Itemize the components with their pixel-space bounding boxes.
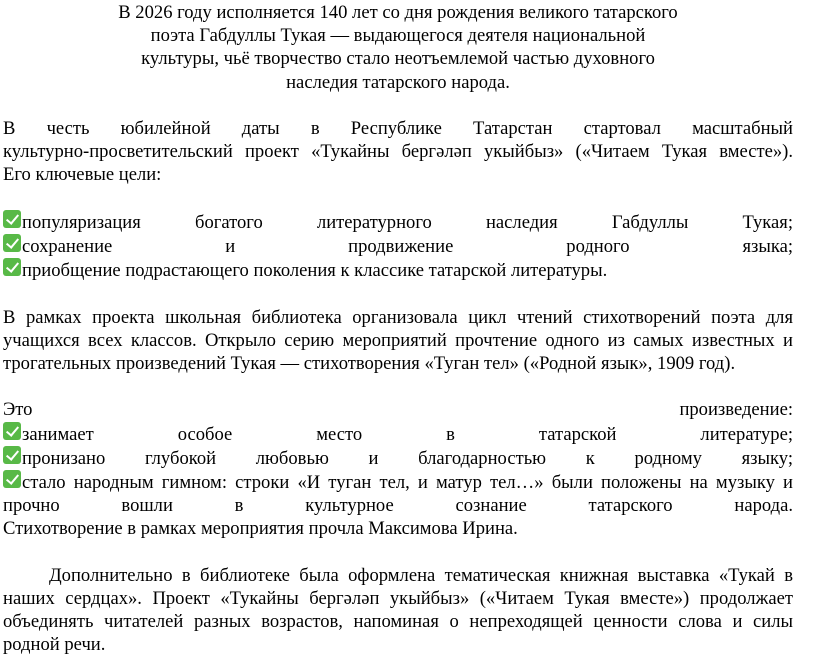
paragraph-line: учащихся всех классов. Открыло серию мероприятий прочтение одного из самых известных и bbox=[3, 329, 793, 351]
list-item bbox=[3, 258, 793, 282]
poem-intro-line bbox=[3, 398, 793, 421]
spacer bbox=[3, 94, 793, 117]
paragraph-line: В честь юбилейной даты в Республике Татарстан стартовал масштабный bbox=[3, 118, 793, 139]
list-item bbox=[3, 422, 793, 446]
spacer bbox=[3, 375, 793, 398]
intro-line: В 2026 году исполняется 140 лет со дня рождения великого татарского bbox=[118, 2, 678, 23]
poem-point-text: пронизано глубокой любовью и благодарностью к родному языку; bbox=[22, 447, 793, 469]
library-paragraph bbox=[3, 306, 793, 376]
goals-list bbox=[3, 210, 793, 283]
paragraph-line: Его ключевые цели: bbox=[3, 164, 162, 186]
spacer bbox=[3, 187, 793, 210]
poem-intro-right: произведение: bbox=[679, 399, 793, 421]
check-mark-icon bbox=[3, 234, 21, 252]
paragraph-line: В рамках проекта школьная библиотека организовала цикл чтений стихотворений поэта для bbox=[3, 306, 793, 328]
list-item bbox=[3, 470, 793, 494]
intro-line: культуры, чьё творчество стало неотъемлемой частью духовного bbox=[141, 48, 655, 70]
goal-text: приобщение подрастающего поколения к классике татарской литературы. bbox=[22, 260, 608, 282]
intro-line: наследия татарского народа. bbox=[286, 71, 510, 93]
list-item bbox=[3, 446, 793, 470]
check-mark-icon bbox=[3, 422, 21, 440]
paragraph-line: объединять читателей разных возрастов, напоминая о непреходящей ценности слова и силы bbox=[3, 611, 793, 633]
poem-paragraph bbox=[3, 398, 793, 540]
poem-point-text: стало народным гимном: строки «И туган тел, и матур тел…» были положены на музыку и bbox=[22, 472, 793, 493]
poem-point-text: занимает особое место в татарской литературе; bbox=[22, 423, 793, 445]
paragraph-line: Стихотворение в рамках мероприятия прочла Максимова Ирина. bbox=[3, 518, 518, 540]
paragraph-line: наших сердцах». Проект «Тукайны бергәләп укыйбыз» («Читаем Тукая вместе») продолжает bbox=[3, 588, 793, 609]
paragraph-line: Дополнительно в библиотеке была оформлена тематическая книжная выставка «Тукай в bbox=[49, 564, 793, 586]
check-mark-icon bbox=[3, 210, 21, 228]
list-item bbox=[3, 234, 793, 258]
poem-intro-left: Это bbox=[3, 399, 33, 421]
paragraph-line: культурно-просветительский проект «Тукайны бергәләп укыйбыз» («Читаем Тукая вместе»). bbox=[3, 141, 793, 163]
spacer bbox=[3, 282, 793, 305]
paragraph-line: родной речи. bbox=[3, 634, 106, 656]
paragraph-line: прочно вошли в культурное сознание татарского народа. bbox=[3, 495, 793, 517]
goal-text: сохранение и продвижение родного языка; bbox=[22, 236, 793, 257]
goal-text: популяризация богатого литературного наследия Габдуллы Тукая; bbox=[22, 211, 793, 233]
paragraph-line: трогательных произведений Тукая — стихотворения «Туган тел» («Родной язык», 1909 год). bbox=[3, 353, 736, 374]
document-body bbox=[3, 1, 793, 657]
intro-paragraph bbox=[3, 1, 793, 94]
check-mark-icon bbox=[3, 470, 21, 488]
intro-line: поэта Габдуллы Тукая — выдающегося деятеля национальной bbox=[150, 25, 646, 47]
check-mark-icon bbox=[3, 446, 21, 464]
project-paragraph bbox=[3, 117, 793, 187]
list-item bbox=[3, 210, 793, 234]
exhibition-paragraph bbox=[3, 564, 793, 657]
spacer bbox=[3, 541, 793, 564]
check-mark-icon bbox=[3, 258, 21, 276]
